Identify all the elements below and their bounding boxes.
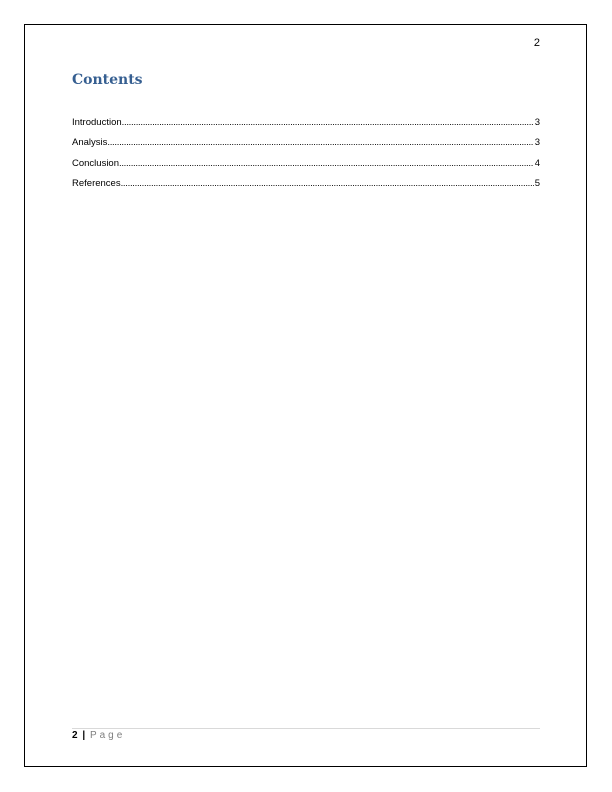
toc-entry-page: 4 [534,157,540,169]
toc-entry-page: 5 [534,177,540,189]
toc-dot-leader [122,117,534,129]
toc-heading: Contents [72,72,143,88]
table-of-contents [72,117,540,198]
toc-entry-title: Introduction [72,117,122,128]
footer-separator: | [82,730,86,741]
toc-entry-title: Conclusion [72,157,119,169]
toc-entry-page: 3 [534,117,540,128]
toc-dot-leader [119,158,534,170]
toc-dot-leader [121,178,534,190]
toc-dot-leader [107,137,533,149]
footer-rule [72,728,540,729]
page-footer [72,730,125,742]
header-page-number: 2 [533,37,540,49]
toc-entry-page: 3 [534,137,540,149]
toc-entry-introduction[interactable] [72,117,540,137]
toc-entry-conclusion[interactable] [72,158,540,178]
toc-entry-title: Analysis [72,137,108,149]
footer-page-label: Page [89,730,126,741]
toc-entry-analysis[interactable] [72,137,540,157]
footer-page-number: 2 [72,730,78,741]
toc-entry-title: References [72,177,121,189]
toc-entry-references[interactable] [72,178,540,198]
